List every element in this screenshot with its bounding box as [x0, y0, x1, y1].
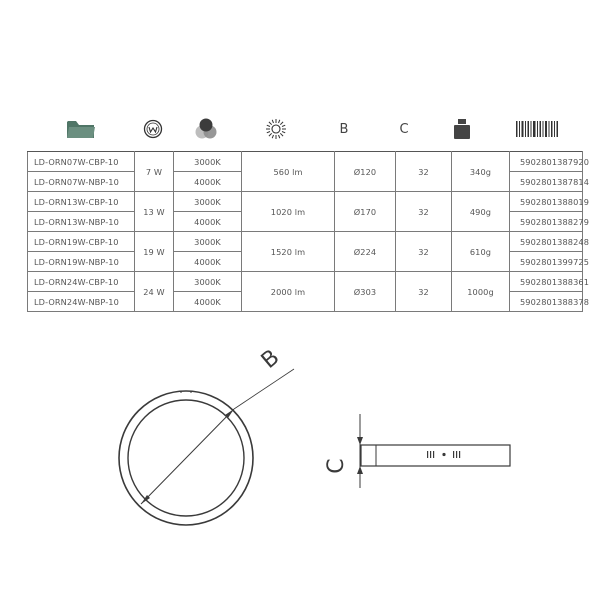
- cct-cell: 4000K: [174, 172, 242, 192]
- model-cell: LD-ORN13W-NBP-10: [28, 212, 135, 232]
- model-cell: LD-ORN13W-CBP-10: [28, 192, 135, 212]
- ean-cell: 5902801388279: [510, 212, 583, 232]
- cct-cell: 3000K: [174, 232, 242, 252]
- table-row: [28, 272, 583, 292]
- diameter-cell: Ø303: [335, 272, 396, 312]
- height-cell: 32: [396, 192, 452, 232]
- luminous-flux-icon: [264, 112, 288, 146]
- power-cell: 24 W: [135, 272, 174, 312]
- ean-cell: 5902801388019: [510, 192, 583, 212]
- ean-cell: 5902801399725: [510, 252, 583, 272]
- power-cell: 7 W: [135, 152, 174, 192]
- dimension-c-label: C: [324, 458, 349, 474]
- cct-cell: 3000K: [174, 272, 242, 292]
- dimension-b-label: B: [256, 345, 285, 374]
- diameter-cell: Ø224: [335, 232, 396, 272]
- diameter-cell: Ø120: [335, 152, 396, 192]
- height-cell: 32: [396, 232, 452, 272]
- model-cell: LD-ORN24W-CBP-10: [28, 272, 135, 292]
- cct-cell: 3000K: [174, 152, 242, 172]
- weight-cell: 610g: [452, 232, 510, 272]
- cct-cell: 3000K: [174, 192, 242, 212]
- cct-cell: 4000K: [174, 252, 242, 272]
- ean-cell: 5902801387814: [510, 172, 583, 192]
- model-cell: LD-ORN07W-CBP-10: [28, 152, 135, 172]
- technical-drawing: [0, 330, 612, 612]
- dimension-c-line: [357, 414, 363, 488]
- folder-icon: [65, 112, 97, 146]
- model-cell: LD-ORN19W-CBP-10: [28, 232, 135, 252]
- ean-cell: 5902801388378: [510, 292, 583, 312]
- weight-cell: 1000g: [452, 272, 510, 312]
- header-icon-row: [27, 112, 582, 146]
- table-row: [28, 192, 583, 212]
- power-cell: 13 W: [135, 192, 174, 232]
- ean-cell: 5902801388361: [510, 272, 583, 292]
- lumen-cell: 2000 lm: [242, 272, 335, 312]
- lumen-cell: 1520 lm: [242, 232, 335, 272]
- model-cell: LD-ORN19W-NBP-10: [28, 252, 135, 272]
- table-row: [28, 152, 583, 172]
- spec-table: [27, 151, 590, 312]
- ean-cell: 5902801387920: [510, 152, 583, 172]
- weight-cell: 340g: [452, 152, 510, 192]
- dimension-b-header: B: [339, 121, 349, 137]
- lumen-cell: 1020 lm: [242, 192, 335, 232]
- cct-cell: 4000K: [174, 292, 242, 312]
- ring-side-view: [361, 445, 510, 466]
- model-cell: LD-ORN07W-NBP-10: [28, 172, 135, 192]
- ean-cell: 5902801388248: [510, 232, 583, 252]
- weight-cell: 490g: [452, 192, 510, 232]
- barcode-icon: [515, 112, 559, 146]
- diameter-cell: Ø170: [335, 192, 396, 232]
- table-row: [28, 232, 583, 252]
- height-cell: 32: [396, 152, 452, 192]
- dimension-c-header: C: [399, 121, 409, 137]
- model-cell: LD-ORN24W-NBP-10: [28, 292, 135, 312]
- power-cell: 19 W: [135, 232, 174, 272]
- color-temperature-icon: [192, 112, 220, 146]
- height-cell: 32: [396, 272, 452, 312]
- weight-icon: [451, 112, 473, 146]
- cct-cell: 4000K: [174, 212, 242, 232]
- dimension-b-line: [141, 369, 294, 504]
- lumen-cell: 560 lm: [242, 152, 335, 192]
- power-rating-icon: [142, 112, 164, 146]
